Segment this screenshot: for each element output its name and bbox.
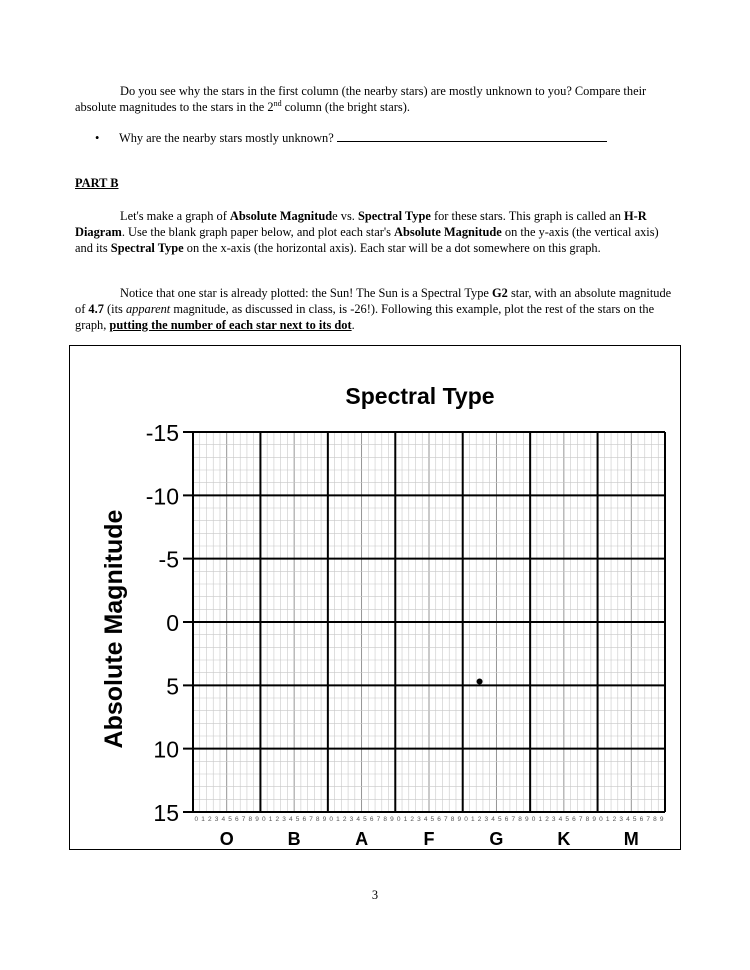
subdivision-label: 2 — [342, 816, 347, 823]
part-b-heading: PART B — [75, 176, 119, 190]
part-b-paragraph-1: Let's make a graph of Absolute Magnitude vs. Spectral Type for these stars. This graph is called an H-R Diagram. Use the blank graph paper below, and plot each star's Absolute Magnitude on the y-axis (the vertical axis) and its Spectral Type on the x-axis (the horizontal axis). Each star will be a dot somewhere on this graph. — [75, 209, 659, 255]
subdivision-label: 1 — [336, 816, 340, 823]
subdivision-label: 5 — [497, 816, 502, 823]
subdivision-label: 8 — [518, 816, 522, 823]
y-tick-label: -15 — [145, 420, 179, 446]
subdivision-label: 6 — [639, 816, 644, 823]
subdivision-label: 9 — [457, 816, 462, 823]
subdivision-label: 6 — [302, 816, 307, 823]
subdivision-label: 7 — [511, 816, 516, 823]
subdivision-label: 8 — [248, 816, 253, 823]
spectral-class-label: A — [355, 829, 369, 848]
subdivision-label: 4 — [221, 816, 226, 823]
hr-diagram-frame — [69, 345, 681, 850]
subdivision-label: 7 — [309, 816, 313, 823]
subdivision-label: 7 — [646, 816, 650, 823]
subdivision-label: 3 — [417, 816, 421, 823]
subdivision-label: 4 — [491, 816, 495, 823]
spectral-class-label: G — [489, 829, 504, 848]
subdivision-label: 8 — [585, 816, 590, 823]
subdivision-label: 9 — [390, 816, 394, 823]
intro-paragraph: Do you see why the stars in the first column (the nearby stars) are mostly unknown to you? Compare their absolute magnitudes to the stars in the 2nd column (the bright stars). — [75, 84, 647, 114]
subdivision-label: 9 — [524, 816, 529, 823]
subdivision-label: 4 — [356, 816, 361, 823]
subdivision-label: 7 — [376, 816, 381, 823]
subdivision-labels — [195, 816, 664, 823]
subdivision-label: 0 — [194, 816, 199, 823]
subdivision-label: 6 — [369, 816, 374, 823]
subdivision-label: 4 — [288, 816, 293, 823]
spectral-class-label: F — [423, 829, 435, 848]
subdivision-label: 3 — [349, 816, 354, 823]
y-tick-label: 5 — [166, 673, 179, 700]
page-number: 3 — [371, 888, 379, 902]
subdivision-label: 4 — [626, 816, 630, 823]
subdivision-label: 2 — [275, 816, 280, 823]
subdivision-label: 1 — [268, 816, 273, 823]
question-text: Why are the nearby stars mostly unknown? — [119, 131, 334, 145]
spectral-class-label: O — [219, 829, 234, 848]
y-tick-label: 15 — [153, 800, 179, 826]
y-tick-labels — [146, 420, 179, 826]
subdivision-label: 5 — [632, 816, 637, 823]
subdivision-label: 0 — [329, 816, 334, 823]
subdivision-label: 4 — [423, 816, 428, 823]
subdivision-label: 6 — [504, 816, 509, 823]
subdivision-label: 7 — [578, 816, 583, 823]
subdivision-label: 5 — [565, 816, 570, 823]
subdivision-label: 8 — [315, 816, 320, 823]
major-grid — [183, 432, 665, 812]
spectral-class-label: M — [623, 829, 639, 848]
subdivision-label: 9 — [592, 816, 597, 823]
y-tick-label: -10 — [145, 483, 179, 510]
subdivision-label: 7 — [241, 816, 246, 823]
spectral-class-labels — [220, 829, 639, 848]
plotted-points — [477, 679, 483, 685]
subdivision-label: 5 — [430, 816, 435, 823]
subdivision-label: 4 — [558, 816, 563, 823]
subdivision-label: 3 — [551, 816, 556, 823]
subdivision-label: 2 — [545, 816, 549, 823]
y-axis-label: Absolute Magnitude — [100, 509, 128, 749]
sun-point — [477, 679, 483, 685]
subdivision-label: 0 — [464, 816, 468, 823]
subdivision-label: 3 — [619, 816, 623, 823]
subdivision-label: 5 — [363, 816, 367, 823]
subdivision-label: 8 — [653, 816, 657, 823]
subdivision-label: 7 — [444, 816, 448, 823]
subdivision-label: 2 — [612, 816, 617, 823]
subdivision-label: 0 — [396, 816, 401, 823]
subdivision-label: 9 — [659, 816, 664, 823]
subdivision-label: 1 — [605, 816, 610, 823]
answer-blank[interactable] — [337, 130, 607, 142]
spectral-class-label: B — [287, 829, 301, 848]
subdivision-label: 1 — [538, 816, 543, 823]
subdivision-label: 0 — [261, 816, 266, 823]
subdivision-label: 3 — [282, 816, 286, 823]
subdivision-label: 6 — [235, 816, 239, 823]
subdivision-label: 2 — [410, 816, 414, 823]
subdivision-label: 1 — [471, 816, 475, 823]
y-tick-label: 10 — [153, 736, 179, 763]
subdivision-label: 6 — [437, 816, 441, 823]
subdivision-label: 9 — [255, 816, 259, 823]
bullet-question — [95, 130, 607, 146]
hr-diagram-chart — [70, 346, 679, 848]
subdivision-label: 1 — [403, 816, 408, 823]
subdivision-label: 5 — [228, 816, 232, 823]
spectral-class-label: K — [557, 829, 571, 848]
subdivision-label: 3 — [214, 816, 219, 823]
subdivision-label: 8 — [383, 816, 387, 823]
subdivision-label: 2 — [477, 816, 482, 823]
subdivision-label: 8 — [450, 816, 455, 823]
subdivision-label: 0 — [531, 816, 536, 823]
y-tick-label: 0 — [166, 610, 179, 636]
subdivision-label: 5 — [295, 816, 300, 823]
subdivision-label: 9 — [322, 816, 327, 823]
chart-title: Spectral Type — [345, 383, 495, 409]
subdivision-label: 2 — [208, 816, 212, 823]
subdivision-label: 1 — [201, 816, 205, 823]
part-b-paragraph-2: Notice that one star is already plotted: the Sun! The Sun is a Spectral Type G2 star, with an absolute magnitude of 4.7 (its apparent magnitude, as discussed in class, is -26!). Following this example, plot the rest of the stars on the graph, putting the number of each star next to its dot. — [75, 286, 672, 332]
bullet-symbol: • — [95, 131, 100, 145]
subdivision-label: 3 — [484, 816, 489, 823]
subdivision-label: 0 — [599, 816, 603, 823]
y-tick-label: -5 — [158, 546, 179, 573]
subdivision-label: 6 — [572, 816, 576, 823]
